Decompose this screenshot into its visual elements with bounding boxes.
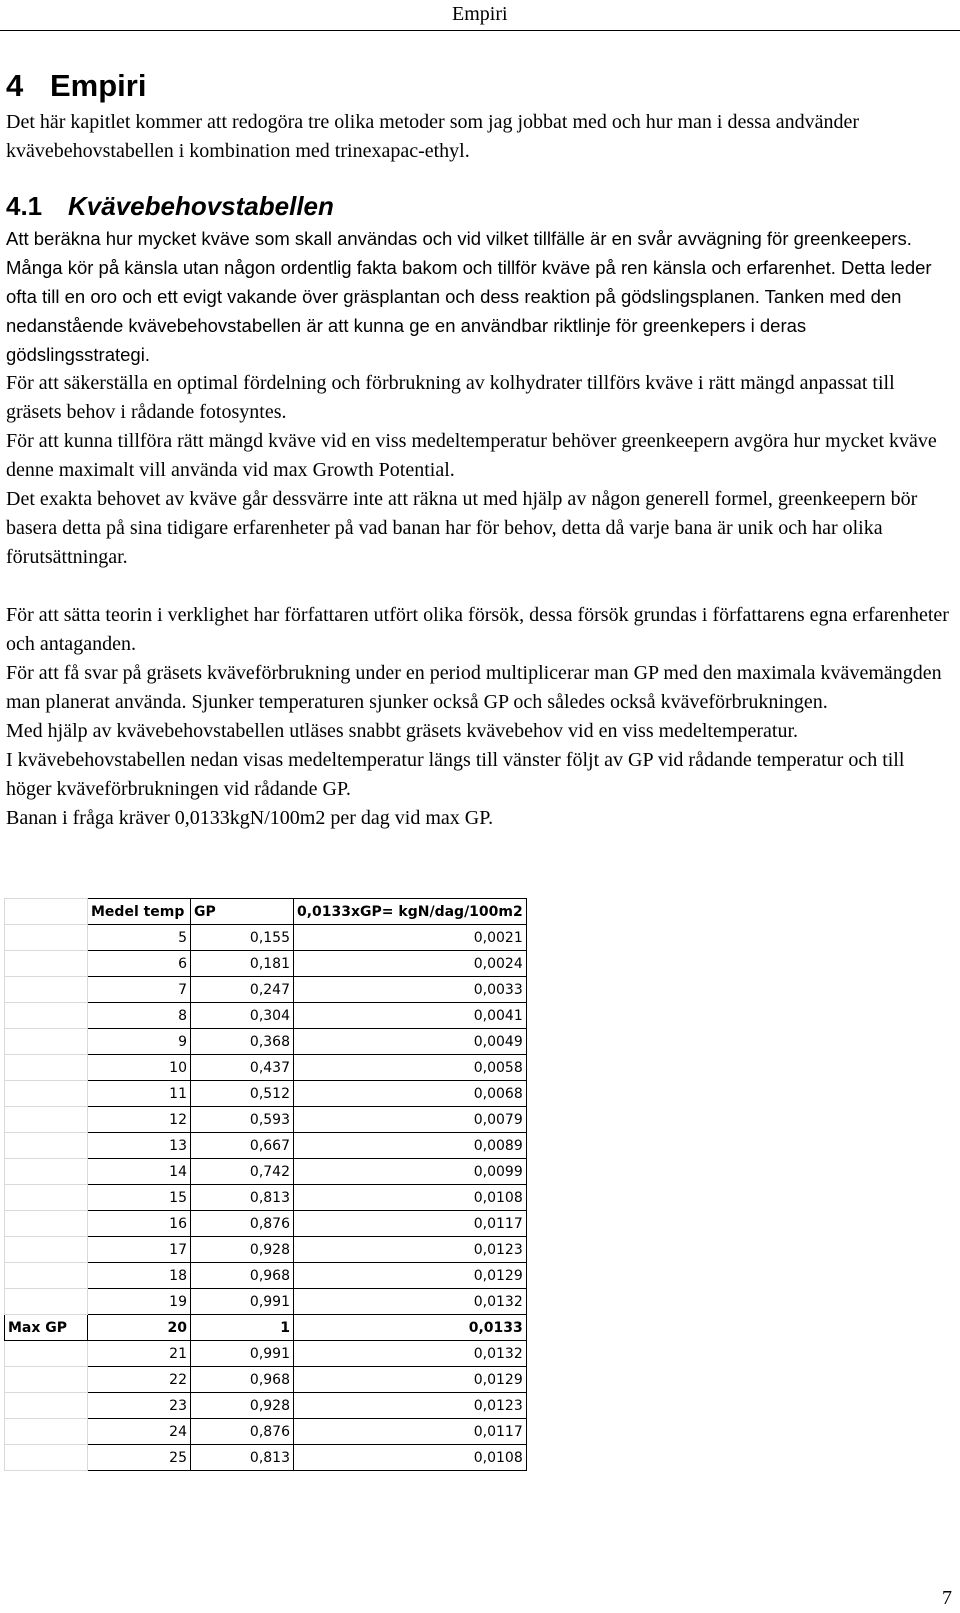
cell-kgn: 0,0132 [294, 1289, 527, 1315]
cell-gp: 0,181 [191, 951, 294, 977]
paragraph: För att säkerställa en optimal fördelning och förbrukning av kolhydrater tillförs kväve i rätt mängd anpassat till gräsets behov i rådande fotosyntes. [6, 372, 895, 423]
row-label [5, 1445, 88, 1471]
row-label [5, 1133, 88, 1159]
cell-medel-temp: 17 [88, 1237, 191, 1263]
row-label [5, 1393, 88, 1419]
cell-kgn: 0,0024 [294, 951, 527, 977]
table-row [5, 1263, 527, 1289]
row-label [5, 1159, 88, 1185]
cell-gp: 0,304 [191, 1003, 294, 1029]
nitrogen-demand-table [4, 898, 527, 1471]
paragraph: För att sätta teorin i verklighet har författaren utfört olika försök, dessa försök grundas i författarens egna erfarenheter och antaganden. [6, 604, 949, 655]
chapter-title: Empiri [50, 68, 147, 103]
row-label [5, 1211, 88, 1237]
table-row [5, 1341, 527, 1367]
row-label [5, 1107, 88, 1133]
cell-medel-temp: 13 [88, 1133, 191, 1159]
cell-medel-temp: 7 [88, 977, 191, 1003]
table-row [5, 1237, 527, 1263]
cell-gp: 0,813 [191, 1445, 294, 1471]
paragraph: I kvävebehovstabellen nedan visas medeltemperatur längs till vänster följt av GP vid rådande temperatur och till höger kväveförbrukningen vid rådande GP. [6, 749, 905, 800]
header-gp: GP [191, 899, 294, 925]
row-label [5, 1367, 88, 1393]
cell-medel-temp: 11 [88, 1081, 191, 1107]
cell-medel-temp: 18 [88, 1263, 191, 1289]
running-header [0, 0, 960, 31]
row-label [5, 1263, 88, 1289]
chapter-number: 4 [6, 68, 24, 103]
cell-kgn: 0,0117 [294, 1419, 527, 1445]
chapter-heading [6, 66, 950, 106]
table-row [5, 1315, 527, 1341]
table-row [5, 1159, 527, 1185]
table-row [5, 1029, 527, 1055]
row-label [5, 1341, 88, 1367]
table-row [5, 977, 527, 1003]
cell-kgn: 0,0049 [294, 1029, 527, 1055]
cell-kgn: 0,0123 [294, 1237, 527, 1263]
cell-kgn: 0,0108 [294, 1445, 527, 1471]
row-label [5, 1029, 88, 1055]
cell-kgn: 0,0133 [294, 1315, 527, 1341]
row-label [5, 925, 88, 951]
row-label [5, 1237, 88, 1263]
row-label [5, 977, 88, 1003]
row-label [5, 1055, 88, 1081]
table-row [5, 1185, 527, 1211]
cell-kgn: 0,0079 [294, 1107, 527, 1133]
cell-medel-temp: 8 [88, 1003, 191, 1029]
header-kgn: 0,0133xGP= kgN/dag/100m2 [294, 899, 527, 925]
table-row [5, 1445, 527, 1471]
cell-kgn: 0,0058 [294, 1055, 527, 1081]
table-row [5, 1367, 527, 1393]
cell-gp: 0,968 [191, 1367, 294, 1393]
cell-medel-temp: 22 [88, 1367, 191, 1393]
cell-medel-temp: 23 [88, 1393, 191, 1419]
table-row [5, 1107, 527, 1133]
cell-kgn: 0,0129 [294, 1263, 527, 1289]
row-label [5, 1419, 88, 1445]
table-row [5, 1133, 527, 1159]
cell-gp: 0,667 [191, 1133, 294, 1159]
cell-kgn: 0,0033 [294, 977, 527, 1003]
cell-gp: 0,512 [191, 1081, 294, 1107]
paragraph: För att få svar på gräsets kväveförbrukning under en period multiplicerar man GP med den maximala kvävemängden man planerat använda. Sjunker temperaturen sjunker också GP och således också kväveförbrukningen. [6, 662, 942, 713]
cell-kgn: 0,0021 [294, 925, 527, 951]
cell-gp: 0,876 [191, 1211, 294, 1237]
table-row [5, 1211, 527, 1237]
row-label: Max GP [5, 1315, 88, 1341]
cell-kgn: 0,0068 [294, 1081, 527, 1107]
cell-medel-temp: 5 [88, 925, 191, 951]
cell-gp: 0,968 [191, 1263, 294, 1289]
cell-gp: 0,991 [191, 1289, 294, 1315]
paragraph: Med hjälp av kvävebehovstabellen utläses snabbt gräsets kvävebehov vid en viss medeltemperatur. [6, 720, 799, 742]
cell-gp: 0,437 [191, 1055, 294, 1081]
cell-medel-temp: 16 [88, 1211, 191, 1237]
section-heading [6, 188, 950, 224]
page-content [6, 66, 950, 833]
header-medel-temp: Medel temp [88, 899, 191, 925]
cell-kgn: 0,0132 [294, 1341, 527, 1367]
table-row [5, 951, 527, 977]
cell-medel-temp: 9 [88, 1029, 191, 1055]
cell-medel-temp: 25 [88, 1445, 191, 1471]
paragraph: Det exakta behovet av kväve går dessvärre inte att räkna ut med hjälp av någon generell formel, greenkeepern bör basera detta på sina tidigare erfarenheter på vad banan har för behov, detta då varje bana är unik och har olika förutsättningar. [6, 488, 918, 568]
cell-kgn: 0,0117 [294, 1211, 527, 1237]
cell-gp: 0,155 [191, 925, 294, 951]
cell-gp: 1 [191, 1315, 294, 1341]
cell-medel-temp: 14 [88, 1159, 191, 1185]
cell-kgn: 0,0108 [294, 1185, 527, 1211]
table-row [5, 1055, 527, 1081]
paragraph: Banan i fråga kräver 0,0133kgN/100m2 per dag vid max GP. [6, 807, 494, 829]
cell-gp: 0,813 [191, 1185, 294, 1211]
cell-medel-temp: 10 [88, 1055, 191, 1081]
cell-medel-temp: 6 [88, 951, 191, 977]
cell-medel-temp: 20 [88, 1315, 191, 1341]
cell-kgn: 0,0099 [294, 1159, 527, 1185]
cell-kgn: 0,0129 [294, 1367, 527, 1393]
cell-gp: 0,368 [191, 1029, 294, 1055]
header-spacer [5, 899, 88, 925]
cell-medel-temp: 24 [88, 1419, 191, 1445]
nitrogen-table-area [4, 898, 527, 1471]
cell-gp: 0,742 [191, 1159, 294, 1185]
page-number: 7 [942, 1587, 952, 1609]
running-header-title: Empiri [452, 3, 508, 25]
table-row [5, 1003, 527, 1029]
cell-gp: 0,928 [191, 1237, 294, 1263]
cell-medel-temp: 19 [88, 1289, 191, 1315]
cell-gp: 0,991 [191, 1341, 294, 1367]
cell-kgn: 0,0041 [294, 1003, 527, 1029]
cell-medel-temp: 15 [88, 1185, 191, 1211]
paragraph: För att kunna tillföra rätt mängd kväve vid en viss medeltemperatur behöver greenkeepern avgöra hur mycket kväve denne maximalt vill använda vid max Growth Potential. [6, 430, 937, 481]
cell-gp: 0,928 [191, 1393, 294, 1419]
cell-gp: 0,876 [191, 1419, 294, 1445]
table-row [5, 1419, 527, 1445]
row-label [5, 951, 88, 977]
paragraph: Att beräkna hur mycket kväve som skall användas och vid vilket tillfälle är en svår avvägning för greenkeepers. Många kör på känsla utan någon ordentlig fakta bakom och tillför kväve på ren känsla och erfarenhet. Detta leder ofta till en oro och ett evigt vakande över gräsplantan och dess reaktion på gödslingsplanen. Tanken med den nedanstående kvävebehovstabellen är att kunna ge en användbar riktlinje för greenkepers i deras gödslingsstrategi. [6, 228, 932, 365]
section-title: Kvävebehovstabellen [68, 191, 334, 221]
table-row [5, 1289, 527, 1315]
row-label [5, 1003, 88, 1029]
table-row [5, 1081, 527, 1107]
table-row [5, 1393, 527, 1419]
table-header-row [5, 899, 527, 925]
row-label [5, 1185, 88, 1211]
section-number: 4.1 [6, 191, 43, 221]
cell-kgn: 0,0089 [294, 1133, 527, 1159]
cell-gp: 0,247 [191, 977, 294, 1003]
row-label [5, 1081, 88, 1107]
cell-kgn: 0,0123 [294, 1393, 527, 1419]
cell-gp: 0,593 [191, 1107, 294, 1133]
table-row [5, 925, 527, 951]
chapter-intro: Det här kapitlet kommer att redogöra tre olika metoder som jag jobbat med och hur man i dessa andvänder kvävebehovstabellen i kombination med trinexapac-ethyl. [6, 111, 860, 162]
row-label [5, 1289, 88, 1315]
cell-medel-temp: 12 [88, 1107, 191, 1133]
cell-medel-temp: 21 [88, 1341, 191, 1367]
